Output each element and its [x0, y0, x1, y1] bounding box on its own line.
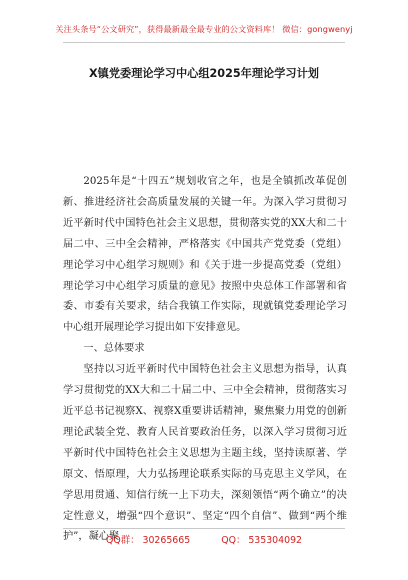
footer-divider: [63, 528, 345, 529]
requirements-paragraph: 坚持以习近平新时代中国特色社会主义思想为指导，认真学习贯彻党的XX大和二十届二中、三中全会精神，贯彻落实习近平总书记视察X、视察X重要讲话精神，聚焦聚力用党的创新理论武装全党、教育人民首要政治任务，以深入学习贯彻习近平新时代中国特色社会主义思想为主题主线，坚持读原著、学原文、悟原理，大力弘扬理论联系实际的马克思主义学风，在学思用贯通、知信行统一上下功夫，深刻领悟“两个确立”的决定性意义，增强“四个意识”、坚定“四个自信”、做到“两个维护”，凝心聚: [63, 364, 347, 543]
document-title: X镇党委理论学习中心组2025年理论学习计划: [89, 67, 319, 80]
document-body: [63, 172, 347, 548]
section-heading: 一、总体要求: [83, 343, 145, 355]
promo-banner: 关注头条号“公文研究”，获得最新最全最专业的公文资料库！ 微信：gongwenyj: [55, 24, 353, 34]
intro-paragraph: 2025年是“十四五”规划收官之年，也是全镇抓改革促创新、推进经济社会高质量发展的关键一年。为深入学习贯彻习近平新时代中国特色社会主义思想，贯彻落实党的XX大和二十届二中、三中全会精神，严格落实《中国共产党党委（党组）理论学习中心组学习规则》和《关于进一步提高党委（党组）理论学习中心组学习质量的意见》按照中央总体工作部署和省委、市委有关要求，结合我镇工作实际，现就镇党委理论学习中心组开展理论学习提出如下安排意见。: [63, 176, 347, 334]
qq-number: QQ： 535304092: [221, 535, 302, 546]
qq-group-number: QQ群： 30265665: [106, 535, 191, 546]
header-divider: [63, 42, 345, 43]
footer-contact: [0, 532, 408, 546]
